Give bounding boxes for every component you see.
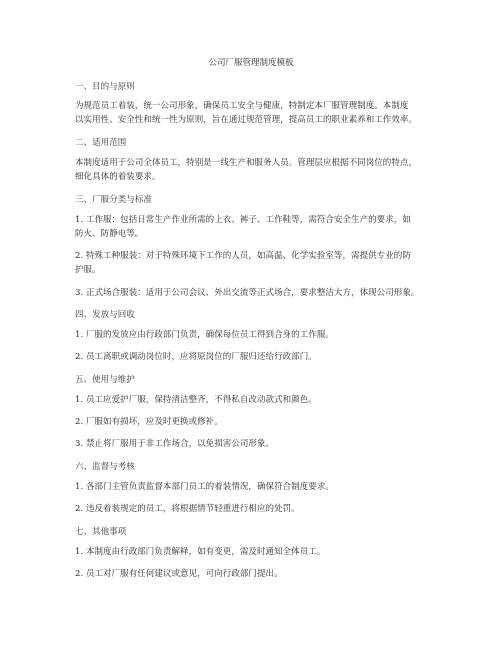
paragraph-line: 细化具体的着装要求。: [75, 172, 161, 182]
paragraph-line: 为规范员工着装，统一公司形象，确保员工安全与健康，特制定本厂服管理制度。本制度: [75, 101, 409, 111]
paragraph-line: 以实用性、安全性和统一性为原则，旨在通过规范管理，提高员工的职业素养和工作效率。: [75, 115, 418, 125]
section-heading-other: 七、其他事项: [75, 527, 127, 537]
list-item-line: 2. 违反着装规定的员工，将根据情节轻重进行相应的处罚。: [75, 504, 300, 514]
section-heading-supervision: 六、监督与考核: [75, 462, 135, 472]
section-heading-scope: 二、适用范围: [75, 138, 127, 148]
list-item-line: 3. 正式场合服装：适用于公司会议、外出交流等正式场合，要求整洁大方，体现公司形象。: [75, 288, 420, 298]
section-heading-distribution: 四、发放与回收: [75, 310, 135, 320]
list-item-line: 1. 厂服的发放应由行政部门负责，确保每位员工得到合身的工作服。: [75, 330, 334, 340]
section-heading-purpose: 一、目的与原则: [75, 82, 135, 92]
list-item-line: 1. 本制度由行政部门负责解释，如有变更，需及时通知全体员工。: [75, 547, 326, 557]
section-heading-classification: 三、厂服分类与标准: [75, 195, 152, 205]
list-item-line: 1. 各部门主管负责监督本部门员工的着装情况，确保符合制度要求。: [75, 482, 334, 492]
list-item-line: 护服。: [75, 265, 101, 275]
list-item-line: 2. 特殊工种服装：对于特殊环境下工作的人员，如高温、化学实验室等，需提供专业的防: [75, 251, 411, 261]
section-heading-usage: 五、使用与维护: [75, 375, 135, 385]
list-item-line: 3. 禁止将厂服用于非工作场合，以免损害公司形象。: [75, 439, 275, 449]
paragraph-line: 本制度适用于公司全体员工，特别是一线生产和服务人员。管理层应根据不同岗位的特点，: [75, 158, 418, 168]
list-item-line: 防火、防静电等。: [75, 229, 144, 239]
list-item-line: 2. 厂服如有损坏，应及时更换或修补。: [75, 417, 223, 427]
list-item-line: 1. 员工应爱护厂服，保持清洁整齐，不得私自改动款式和颜色。: [75, 395, 317, 405]
list-item-line: 2. 员工对厂服有任何建议或意见，可向行政部门提出。: [75, 569, 283, 579]
list-item-line: 1. 工作服：包括日常生产作业所需的上衣、裤子、工作鞋等，需符合安全生产的要求，如: [75, 215, 411, 225]
document-title: 公司厂服管理制度模板: [208, 58, 294, 68]
list-item-line: 2. 员工离职或调动岗位时，应将原岗位的厂服归还给行政部门。: [75, 352, 317, 362]
